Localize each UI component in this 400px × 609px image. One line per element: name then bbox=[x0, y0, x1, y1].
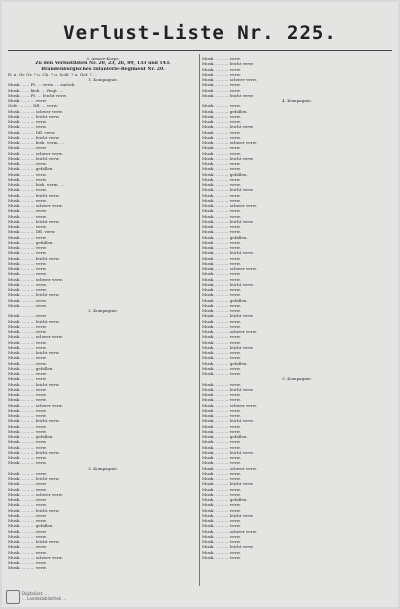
casualty-entry: Musk. ... – ... leicht verw. bbox=[202, 544, 254, 550]
casualty-entry: Musk. ... – ... leicht verw. bbox=[8, 318, 60, 324]
casualty-entry: Musk. ... – ... verw. bbox=[8, 224, 47, 229]
casualty-entry: Musk. ... – ... verw. bbox=[8, 281, 47, 287]
casualty-entry: Musk. ... – ... verw. bbox=[202, 444, 241, 450]
casualty-entry: Musk. ... – ... verw. bbox=[202, 549, 241, 555]
casualty-entry: Musk. ... – ... schwer verw. bbox=[202, 77, 257, 82]
casualty-entry: Musk. ... – ... verw. bbox=[8, 497, 47, 502]
section-heading: 3. Armee-Korps. bbox=[86, 56, 120, 61]
casualty-entry: Musk. ... – ... verw. bbox=[8, 470, 47, 476]
casualty-entry: Musk. ... – ... verw. bbox=[8, 119, 47, 124]
casualty-entry: Musk. ... – ... verw. bbox=[202, 197, 241, 203]
casualty-entry: Musk. ... – ... verw. bbox=[8, 549, 47, 555]
casualty-entry: Musk. ... – ... leicht verw. bbox=[202, 61, 254, 67]
casualty-entry: Musk. ... – ... verw. bbox=[8, 161, 47, 166]
masthead bbox=[2, 22, 398, 44]
casualty-entry: Musk. ... – ... verw. bbox=[202, 103, 241, 109]
casualty-entry: Musk. ... – ... gefallen. bbox=[8, 434, 54, 439]
casualty-entry: Musk. ... – ... verw. bbox=[202, 166, 241, 172]
casualty-entry: Musk. ... – ... leicht verw. bbox=[8, 155, 60, 161]
casualty-entry: Musk. ... – ... verw. bbox=[202, 119, 241, 124]
casualty-entry: Musk. ... – ... leicht verw. bbox=[202, 218, 254, 224]
casualty-entry: Musk. ... – ... verw. bbox=[202, 523, 241, 529]
casualty-entry: Musk. ... – ... verw. bbox=[8, 297, 47, 303]
casualty-entry: Musk. ... – ... verw. bbox=[202, 260, 241, 266]
casualty-entry: Musk. ... – ... leicht verw. bbox=[8, 350, 60, 355]
casualty-entry: Musk. ... – ... leicht verw. bbox=[8, 292, 60, 298]
casualty-entry: Musk. ... – ... schwer verw. bbox=[8, 108, 63, 114]
section-heading: Brandenburgisches Infanterie-Regiment Nr. 20. bbox=[41, 66, 165, 72]
casualty-entry: Musk. ... – ... verw. bbox=[8, 386, 47, 392]
casualty-entry: Musk. ... – ... verw. bbox=[8, 439, 47, 445]
casualty-entry: Musk. ... – ... verw. bbox=[8, 313, 47, 319]
casualty-entry: Musk. ... – ... leicht verw. bbox=[8, 255, 60, 261]
casualty-entry: Musk. ... – bish. ... Regt. ... bbox=[8, 87, 64, 93]
casualty-entry: Musk. ... – ... verw. bbox=[202, 245, 241, 250]
casualty-entry: Musk. ... – ... verw. bbox=[8, 407, 47, 413]
casualty-entry: Musk. ... – ... verw. bbox=[202, 292, 241, 298]
casualty-entry: Musk. ... – ... verw. bbox=[8, 208, 47, 214]
casualty-entry: Musk. ... – ... verw. bbox=[202, 334, 241, 340]
casualty-entry: Musk. ... – ... schwer verw. bbox=[202, 203, 257, 208]
casualty-entry: Musk. ... – ... verw. bbox=[202, 192, 241, 198]
casualty-entry: Musk. ... – ... verw. bbox=[202, 318, 241, 324]
casualty-entry: Musk. ... – ... leicht verw. bbox=[8, 192, 60, 198]
casualty-entry: Musk. ... – ... verw. bbox=[202, 323, 241, 329]
casualty-entry: Musk. ... – ... verw. bbox=[8, 187, 47, 193]
casualty-entry: Musk. ... – ... leicht verw. bbox=[8, 507, 60, 513]
casualty-entry: Musk. ... – ... verw. bbox=[8, 565, 47, 571]
casualty-entry: Musk. ... – ... verw. bbox=[8, 512, 47, 518]
casualty-entry: Musk. ... – ... verw. bbox=[8, 428, 47, 434]
casualty-entry: Musk. ... – ... verw. bbox=[202, 302, 241, 308]
casualty-entry: Musk. ... – ... verw. bbox=[8, 360, 47, 366]
casualty-entry: Musk. ... – ... verw. bbox=[202, 355, 241, 361]
casualty-entry: Musk. ... – ... verw. bbox=[202, 518, 241, 523]
casualty-entry: Musk. ... – ... verw. bbox=[202, 381, 241, 387]
casualty-entry: Musk. ... – ... Dfl. verw. bbox=[8, 229, 56, 235]
casualty-entry: Musk. ... – ... schwer verw. bbox=[8, 150, 63, 156]
casualty-entry: Musk. ... – ... verw. bbox=[8, 234, 47, 240]
casualty-entry: Musk. ... – ... verw. bbox=[8, 423, 47, 429]
newspaper-page bbox=[2, 2, 398, 607]
casualty-entry: Musk. ... – ... verw. bbox=[202, 287, 241, 292]
casualty-entry: Musk. ... – ... verw. bbox=[202, 439, 241, 445]
casualty-entry: R. u. Gr. Gr. ? u. Ch. ? u. Schl. ? u. Gef. ? ... bbox=[8, 71, 97, 77]
casualty-entry: Musk. ... – ... verw. bbox=[202, 71, 241, 77]
casualty-entry: Musk. ... – ... verw. bbox=[202, 239, 241, 245]
casualty-entry: Musk. ... – ... schwer verw. bbox=[202, 266, 257, 271]
casualty-entry: Musk. ... – ... verw. bbox=[8, 455, 47, 460]
casualty-entry: Musk. ... – ... leicht verw. bbox=[8, 113, 60, 119]
casualty-entry: Musk. ... – ... verw. bbox=[202, 208, 241, 214]
casualty-entry: Musk. ... – ... leicht verw. bbox=[202, 281, 254, 287]
casualty-entry: Musk. ... – ... verw. bbox=[202, 339, 241, 345]
casualty-entry: Musk. ... – ... verw. bbox=[202, 150, 241, 156]
casualty-entry: Musk. ... – ... schwer verw. bbox=[8, 491, 63, 497]
casualty-entry: Musk. ... – ... verw. bbox=[202, 224, 241, 229]
casualty-entry: Musk. ... – ... verw. bbox=[202, 87, 241, 93]
casualty-entry: Musk. ... – ... leicht verw. bbox=[8, 134, 60, 140]
casualty-entry: Musk. ... – ... gefallen. bbox=[202, 108, 248, 114]
casualty-entry: Musk. ... – ... verw. bbox=[8, 323, 47, 329]
casualty-entry: Musk. ... – ... verw. bbox=[202, 350, 241, 355]
casualty-entry: Musk. ... – ... verw. bbox=[8, 533, 47, 539]
casualty-entry: Musk. ... – ... verw. bbox=[202, 407, 241, 413]
casualty-entry: Musk. ... – Ft. ... verw. ... zurück bbox=[8, 82, 75, 88]
casualty-entry: Musk. ... – ... verw. bbox=[8, 171, 47, 177]
casualty-entry: Musk. ... – ... schwer verw. bbox=[202, 140, 257, 145]
casualty-entry: Musk. ... – ... verw. bbox=[8, 329, 47, 334]
casualty-entry: Musk. ... – ... verw. bbox=[8, 355, 47, 361]
casualty-entry: Musk. ... – ... verw. bbox=[202, 129, 241, 135]
casualty-entry: Musk. ... – ... leicht verw. bbox=[8, 476, 60, 481]
casualty-entry: Musk. ... – ... verw. bbox=[202, 486, 241, 492]
casualty-entry: Musk. ... – ... verw. bbox=[8, 486, 47, 492]
casualty-entry: Musk. ... – ... verw. bbox=[202, 271, 241, 277]
casualty-entry: Musk. ... – ... verw. bbox=[202, 176, 241, 182]
casualty-entry: Musk. ... – ... schwer verw. bbox=[202, 329, 257, 334]
right-column bbox=[202, 56, 392, 560]
casualty-entry: Musk. ... – ... leicht verw. bbox=[8, 539, 60, 544]
footer bbox=[22, 591, 66, 601]
casualty-entry: Musk. ... – ... verw. bbox=[8, 560, 47, 565]
casualty-entry: Musk. ... – ... verw. bbox=[8, 124, 47, 130]
casualty-entry: Musk. ... – ... leicht verw. bbox=[202, 92, 254, 98]
casualty-entry: Musk. ... – ... verw. bbox=[8, 176, 47, 182]
casualty-entry: Musk. ... – ... gefallen. bbox=[8, 166, 54, 172]
footer-line-1: Digitalisat: ... bbox=[22, 591, 49, 596]
casualty-entry: Musk. ... – ... verw. bbox=[8, 528, 47, 534]
casualty-entry: Musk. ... – ... leicht verw. bbox=[202, 418, 254, 424]
casualty-entry: Musk. ... – ... leicht verw. bbox=[202, 124, 254, 130]
casualty-entry: Musk. ... – ... leicht verw. bbox=[202, 155, 254, 161]
casualty-entry: Musk. ... – ... verw. bbox=[202, 276, 241, 282]
casualty-entry: Musk. ... – ... verw. bbox=[8, 376, 47, 382]
casualty-entry: Musk. ... – ... verw. bbox=[202, 161, 241, 166]
casualty-entry: Musk. ... – ... verw. bbox=[202, 213, 241, 219]
column-divider bbox=[199, 54, 200, 586]
casualty-entry: Musk. ... – ... gefallen. bbox=[8, 239, 54, 245]
casualty-entry: Musk. ... – ... verw. bbox=[8, 344, 47, 350]
casualty-entry: Musk. ... – ... verw. bbox=[202, 82, 241, 88]
section-heading: 4. Kompagnie. bbox=[282, 98, 312, 103]
casualty-entry: Musk. ... – ... verw. bbox=[8, 413, 47, 418]
casualty-entry: Musk. ... – ... leicht verw. bbox=[202, 313, 254, 319]
casualty-entry: Musk. ... – ... leicht verw. bbox=[202, 386, 254, 392]
section-heading: Zu den Verlustlisten Nr. 20, 23, 26, 89, 133 und 143. bbox=[35, 61, 171, 67]
casualty-entry: Musk. ... – ... leicht verw. bbox=[202, 449, 254, 455]
casualty-entry: Musk. ... – ... verw. bbox=[202, 56, 241, 61]
casualty-entry: Musk. ... – ... verw. bbox=[8, 397, 47, 403]
casualty-entry: Musk. ... – Ft. ... leicht verw. bbox=[8, 92, 67, 98]
casualty-entry: Musk. ... – ... verw. bbox=[8, 250, 47, 256]
casualty-entry: Musk. ... – ... schwer verw. bbox=[202, 402, 257, 408]
casualty-entry: Musk. ... – ... verw. bbox=[8, 145, 47, 151]
casualty-entry: Musk. ... – ... verw. bbox=[202, 397, 241, 403]
casualty-entry: Musk. ... – ... bish. verm. ... bbox=[8, 140, 65, 145]
casualty-entry: Musk. ... – ... schwer verw. bbox=[8, 203, 63, 208]
casualty-entry: Musk. ... – ... verw. bbox=[8, 339, 47, 345]
page-title: Verlust-Liste Nr. 225. bbox=[63, 22, 337, 44]
casualty-entry: Musk. ... – ... verw. bbox=[8, 460, 47, 466]
casualty-entry: Musk. ... – ... leicht verw. bbox=[202, 187, 254, 193]
casualty-entry: Musk. ... – ... verw. bbox=[202, 371, 241, 376]
casualty-entry: Musk. ... – ... leicht verw. bbox=[202, 344, 254, 350]
casualty-entry: Musk. ... – ... leicht verw. bbox=[8, 449, 60, 455]
casualty-entry: Musk. ... – ... verw. bbox=[8, 302, 47, 308]
footer-line-2: ... Landesbibliothek ... bbox=[22, 596, 67, 601]
casualty-entry: Musk. ... – ... verw. bbox=[8, 518, 47, 523]
casualty-entry: Musk. ... – ... schwer verw. bbox=[8, 554, 63, 560]
casualty-entry: Musk. ... – ... gefallen. bbox=[8, 365, 54, 371]
casualty-entry: Musk. ... – ... Dfl. verw. bbox=[8, 129, 56, 135]
casualty-entry: Musk. ... – ... verw. bbox=[202, 533, 241, 539]
casualty-entry: Musk. ... – ... verw. bbox=[202, 554, 241, 560]
casualty-entry: Musk. ... – ... schwer verw. bbox=[8, 334, 63, 340]
casualty-entry: Musk. ... – ... verw. bbox=[8, 213, 47, 219]
casualty-entry: Musk. ... – ... verw. bbox=[8, 481, 47, 487]
casualty-entry: Musk. ... – ... schwer verw. bbox=[202, 465, 257, 471]
casualty-entry: Musk. ... – ... verw. bbox=[8, 371, 47, 376]
casualty-entry: Musk. ... – ... leicht verw. bbox=[8, 381, 60, 387]
casualty-entry: Musk. ... – ... verw. bbox=[8, 392, 47, 397]
casualty-entry: Musk. ... – ... verw. bbox=[202, 428, 241, 434]
casualty-entry: Musk. ... – ... verw. bbox=[202, 66, 241, 72]
casualty-entry: Musk. ... – ... verw. bbox=[202, 113, 241, 119]
casualty-entry: Musk. ... – ... verw. bbox=[202, 392, 241, 397]
casualty-entry: Musk. ... – ... verw. bbox=[202, 145, 241, 151]
casualty-entry: Musk. ... – ... verw. bbox=[202, 470, 241, 476]
casualty-entry: Musk. ... – ... verw. bbox=[202, 413, 241, 418]
section-heading: 5. Kompagnie. bbox=[282, 376, 312, 382]
casualty-entry: Musk. ... – ... verw. bbox=[8, 197, 47, 203]
title-rule bbox=[8, 50, 392, 51]
casualty-entry: Musk. ... – ... leicht verw. bbox=[202, 250, 254, 256]
casualty-entry: Musk. ... – ... gefallen. bbox=[202, 360, 248, 366]
casualty-entry: Musk. ... – ... verw. bbox=[8, 271, 47, 277]
section-heading: 3. Kompagnie. bbox=[88, 465, 118, 471]
casualty-entry: Musk. ... – ... verw. bbox=[202, 255, 241, 261]
section-heading: 2. Kompagnie. bbox=[88, 308, 118, 313]
casualty-entry: Musk. ... – ... bish. verm. ... bbox=[8, 182, 65, 187]
casualty-entry: Musk. ... – ... schwer verw. bbox=[202, 528, 257, 534]
casualty-entry: Musk. ... – ... gefallen. bbox=[202, 434, 248, 439]
casualty-entry: Musk. ... – ... verw. bbox=[202, 308, 241, 313]
casualty-entry: Musk. ... – ... leicht verw. bbox=[202, 481, 254, 487]
casualty-entry: Musk. ... – ... gefallen. bbox=[202, 171, 248, 177]
casualty-entry: Musk. ... – ... verw. bbox=[202, 460, 241, 466]
casualty-entry: Musk. ... – ... verw. bbox=[202, 229, 241, 235]
casualty-entry: Musk. ... – ... gefallen. bbox=[202, 497, 248, 502]
casualty-entry: Musk. ... – ... verw. bbox=[202, 455, 241, 460]
casualty-entry: Musk. ... – ... verw. bbox=[8, 260, 47, 266]
casualty-entry: Musk. ... – ... verw. bbox=[202, 182, 241, 187]
section-heading: 1. Kompagnie. bbox=[88, 77, 118, 82]
left-column bbox=[8, 56, 198, 571]
casualty-entry: Musk. ... – ... verw. bbox=[202, 502, 241, 508]
casualty-entry: Musk. ... – ... gefallen. bbox=[202, 234, 248, 240]
casualty-entry: Musk. ... – ... verw. bbox=[202, 476, 241, 481]
casualty-entry: Musk. ... – ... schwer verw. bbox=[8, 276, 63, 282]
casualty-entry: Musk. ... – ... verw. bbox=[8, 544, 47, 550]
casualty-entry: Musk. ... – ... verw. bbox=[202, 539, 241, 544]
casualty-entry: Musk. ... – ... verw. bbox=[202, 491, 241, 497]
casualty-entry: Musk. ... – ... schwer verw. bbox=[8, 402, 63, 408]
casualty-entry: Musk. ... – ... gefallen. bbox=[8, 523, 54, 529]
casualty-entry: Musk. ... – ... verw. bbox=[8, 245, 47, 250]
casualty-entry: Musk. ... – ... leicht verw. bbox=[8, 418, 60, 424]
casualty-entry: Musk. ... – ... verw. bbox=[202, 134, 241, 140]
casualty-entry: Musk. ... – ... verw. bbox=[8, 444, 47, 450]
library-stamp-icon bbox=[6, 590, 20, 604]
casualty-entry: Musk. ... – ... gefallen. bbox=[202, 297, 248, 303]
casualty-entry: Gefr. ... – ... Dfl. ... verw. bbox=[8, 103, 58, 109]
casualty-entry: Musk. ... – ... verw. bbox=[8, 98, 47, 103]
casualty-entry: Musk. ... – ... verw. bbox=[8, 287, 47, 292]
casualty-entry: Musk. ... – ... verw. bbox=[202, 507, 241, 513]
casualty-entry: Musk. ... – ... verw. bbox=[8, 502, 47, 508]
casualty-entry: Musk. ... – ... verw. bbox=[8, 266, 47, 271]
casualty-entry: Musk. ... – ... leicht verw. bbox=[8, 218, 60, 224]
casualty-entry: Musk. ... – ... verw. bbox=[202, 365, 241, 371]
casualty-entry: Musk. ... – ... verw. bbox=[202, 423, 241, 429]
casualty-entry: Musk. ... – ... leicht verw. bbox=[202, 512, 254, 518]
